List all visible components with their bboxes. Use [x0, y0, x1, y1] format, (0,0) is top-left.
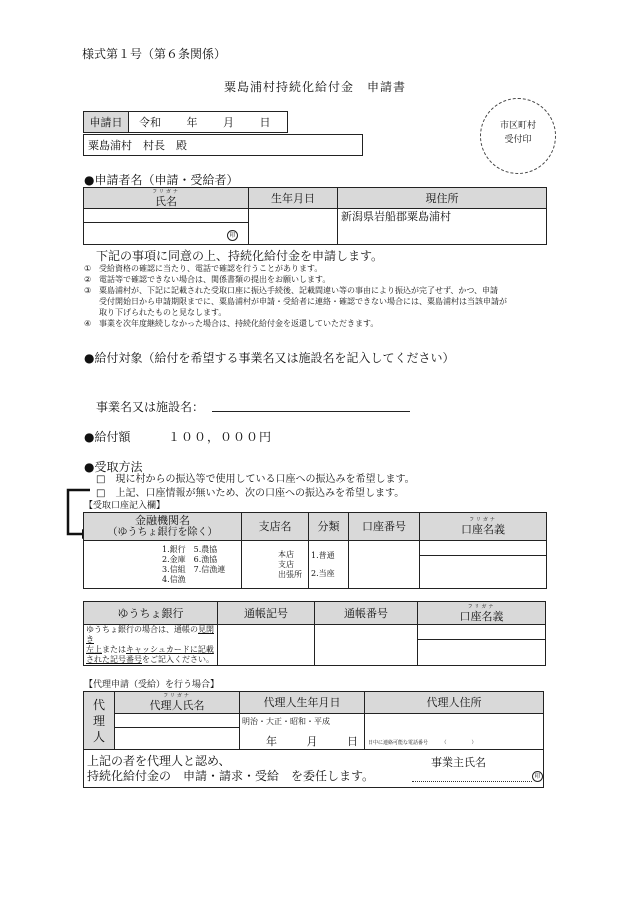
applicant-address-field[interactable]: [338, 209, 547, 245]
month-unit: 月: [223, 115, 234, 129]
applicant-heading: ●申請者名（申請・受給者）: [84, 173, 239, 187]
amount-value: １００，０００円: [168, 430, 273, 444]
year-unit: 年: [186, 115, 198, 129]
form-number: 様式第１号（第６条関係）: [82, 47, 227, 61]
amount-label: ●給付額: [84, 430, 131, 444]
yucho-bank-label: ゆうちょ銀行: [84, 602, 218, 625]
application-date-table: [83, 111, 288, 133]
application-date-label: 申請日: [84, 112, 129, 133]
account-name-label: 口座名義: [461, 522, 505, 536]
proxy-furigana-field[interactable]: [115, 714, 240, 728]
institution-sublabel: （ゆうちょ銀行を除く）: [107, 527, 218, 538]
proxy-side-label: 代 理 人: [84, 692, 115, 750]
name-furigana-label: フリガナ: [152, 188, 180, 195]
addressee-table: [83, 134, 363, 156]
consent-item: ③ 粟島浦村が、下記に記載された受取口座に振込手続後、記載間違い等の事由により振込が完了せず、かつ、申請: [84, 286, 499, 295]
benefit-target-heading: ●給付対象（給付を希望する事業名又は施設名を記入してください）: [84, 351, 455, 365]
facility-name-input[interactable]: [212, 410, 410, 412]
consent-item: ④ 事業を次年度継続しなかった場合は、持続化給付金を返還していただきます。: [84, 319, 379, 328]
receipt-option-existing[interactable]: □ 現に村からの振込等で使用している口座への振込みを希望します。: [96, 474, 415, 485]
account-name-field[interactable]: [420, 541, 547, 589]
proxy-phone-note: 日中に連絡可能な電話番号: [368, 740, 429, 746]
proxy-table: [83, 691, 544, 788]
era: 令和: [139, 115, 161, 129]
consent-item: 受付開始日から申請期限までに、粟島浦村が申請・受給者に連絡・確認できない場合には、粟島浦村は当該申請が: [99, 297, 507, 306]
consent-list: [84, 264, 584, 330]
consent-item: 取り下げられたものと見なします。: [99, 308, 227, 317]
consent-item: ① 受給資格の確認に当たり、電話で確認を行うことがあります。: [84, 264, 323, 273]
consent-item: ② 電話等で確認できない場合は、関係書類の提出をお願いします。: [84, 275, 331, 284]
proxy-heading: 【代理申請（受給）を行う場合】: [84, 680, 220, 690]
applicant-address-value: 新潟県岩船郡粟島浦村: [341, 210, 451, 223]
proxy-birth-label: 代理人生年月日: [240, 692, 365, 714]
page-title: 粟島浦村持続化給付金 申請書: [223, 80, 406, 94]
applicant-birth-field[interactable]: [249, 209, 338, 245]
yucho-furigana-field[interactable]: [418, 627, 545, 640]
delegation-line1: 上記の者を代理人と認め、: [87, 754, 231, 768]
account-number-label: 口座番号: [349, 513, 420, 541]
institution-header: [84, 513, 242, 541]
proxy-address-label: 代理人住所: [365, 692, 544, 714]
applicant-address-label: 現住所: [338, 188, 547, 209]
applicant-table: [83, 187, 547, 245]
proxy-eras: 明治・大正・昭和・平成: [242, 717, 330, 726]
addressee: 粟島浦村 村長 殿: [84, 135, 363, 156]
applicant-name-header: [84, 188, 249, 209]
applicant-name-label: 氏名: [155, 194, 177, 208]
yucho-account-table: [83, 601, 546, 666]
applicant-furigana-field[interactable]: [84, 209, 249, 223]
proxy-name-label: 代理人氏名: [149, 699, 205, 712]
reception-stamp: [480, 98, 556, 174]
passbook-number-field[interactable]: [315, 625, 418, 666]
owner-seal-mark: 印: [532, 771, 543, 782]
stamp-line2: 受付印: [504, 135, 532, 145]
proxy-phone-field[interactable]: （ ）: [441, 740, 477, 746]
receipt-option-new-account[interactable]: □ 上記、口座情報が無いため、次の口座への振込みを希望します。: [96, 488, 405, 499]
proxy-name-field[interactable]: [115, 728, 240, 750]
institution-type-field[interactable]: 1.銀行 5.農協 2.金庫 6.漁協 3.信組 7.信漁連 4.信漁: [84, 541, 242, 589]
delegation-line2: 持続化給付金の 申請・請求・受給 を委任します。: [87, 769, 375, 783]
applicant-birth-label: 生年月日: [249, 188, 338, 209]
account-number-field[interactable]: [349, 541, 420, 589]
account-name-furigana-field[interactable]: [420, 541, 546, 556]
applicant-name-field[interactable]: [84, 223, 249, 245]
proxy-birth-field[interactable]: [240, 714, 365, 750]
classification-label: 分類: [309, 513, 349, 541]
application-date-field[interactable]: [129, 112, 288, 133]
yucho-account-name-header: [418, 602, 546, 625]
consent-intro: 下記の事項に同意の上、持続化給付金を申請します。: [96, 249, 384, 263]
bank-account-table: [83, 512, 547, 589]
receipt-heading: ●受取方法: [84, 460, 143, 474]
proxy-birth-units: 年 月 日: [266, 735, 358, 748]
delegation-row: [84, 750, 544, 788]
stamp-line1: 市区町村: [499, 121, 536, 131]
day-unit: 日: [259, 115, 271, 129]
account-name-header: [420, 513, 547, 541]
account-name-input[interactable]: [420, 556, 546, 588]
yucho-account-name-label: 口座名義: [459, 609, 504, 623]
proxy-furigana-label: フリガナ: [163, 693, 191, 699]
classification-field[interactable]: 1.普通 2.当座: [309, 541, 349, 589]
owner-name-input[interactable]: [412, 780, 532, 782]
yucho-account-name-input[interactable]: [418, 640, 545, 664]
account-name-furigana-label: フリガナ: [469, 516, 497, 523]
account-section-label: 【受取口座記入欄】: [84, 501, 166, 511]
proxy-name-header: [115, 692, 240, 714]
branch-type-field[interactable]: 本店 支店 出張所: [242, 541, 309, 589]
institution-label: 金融機関名: [135, 514, 190, 527]
yucho-note: ゆうちょ銀行の場合は、通帳の見開き 左上またはキャッシュカードに記載 された記号番号をご記入ください。: [84, 625, 218, 666]
facility-name-label: 事業名又は施設名：: [96, 400, 205, 414]
passbook-number-label: 通帳番号: [315, 602, 418, 625]
proxy-address-field[interactable]: [365, 714, 544, 750]
passbook-symbol-label: 通帳記号: [218, 602, 315, 625]
seal-mark: 印: [227, 230, 238, 241]
yucho-account-name-field[interactable]: [418, 625, 546, 666]
passbook-symbol-field[interactable]: [218, 625, 315, 666]
yucho-furigana-label: フリガナ: [467, 603, 496, 610]
owner-name-label: 事業主氏名: [431, 756, 486, 769]
branch-label: 支店名: [242, 513, 309, 541]
